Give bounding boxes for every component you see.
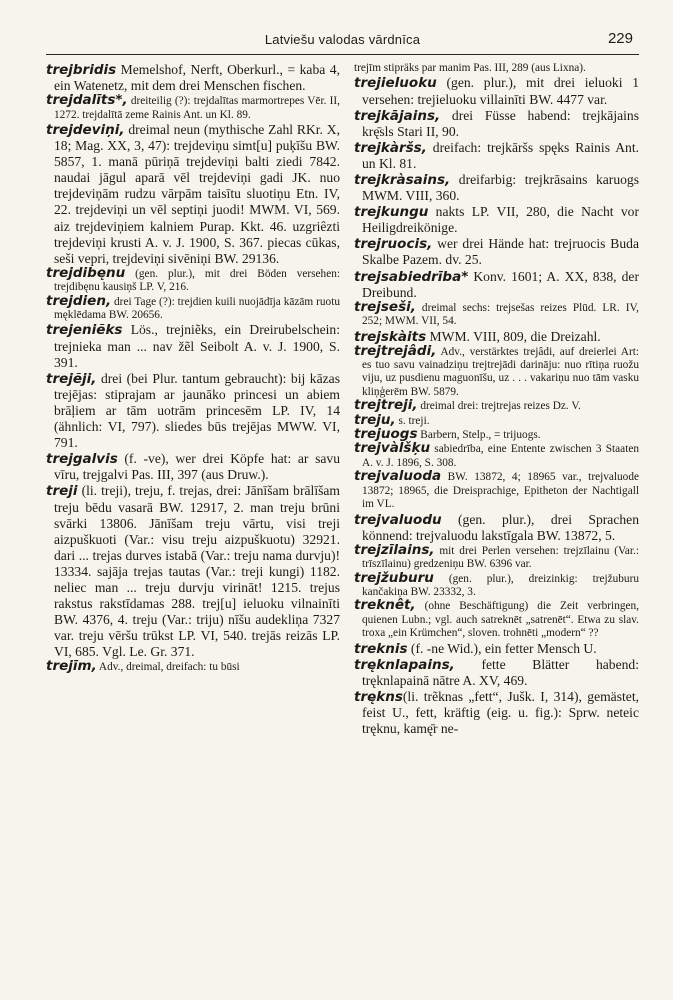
- dictionary-entry: [46, 483, 340, 660]
- entry-headword: trejkungu: [354, 204, 429, 221]
- entry-headword: trejtrejâdi,: [354, 342, 437, 359]
- entry-headword: treji: [46, 483, 78, 500]
- dictionary-entry: [354, 399, 639, 413]
- dictionary-entry: [354, 108, 639, 140]
- dictionary-entry: [354, 298, 639, 329]
- entry-text: (gen. plur.), mit drei ieluoki 1 versehen: trejieluoku villainīti BW. 4477 var.: [362, 75, 639, 107]
- dictionary-entry: [46, 264, 340, 295]
- left-column: [46, 62, 340, 990]
- dictionary-entry: [354, 541, 639, 572]
- dictionary-entry: [354, 75, 639, 107]
- entry-headword: tręknlapains,: [354, 656, 455, 673]
- dictionary-entry: [354, 140, 639, 172]
- entry-headword: trejkràsains,: [354, 171, 451, 188]
- entry-text: s. treji.: [395, 414, 430, 427]
- entry-text: BW. 13872, 4; 18965 var., trejvaluode 13872; 18965, die Dreisprachige, Epitheton der Nachtigall im VL.: [362, 471, 639, 511]
- entry-text: (li. trẽknas „fett“, Jušk. I, 314), gemästet, feist U., fett, kräftig (eig. u. fig.): Sprw. neteic tręknu, kamę̄r ne-: [362, 688, 639, 736]
- entry-headword: trejzīlains,: [354, 541, 435, 558]
- dictionary-entry: [46, 62, 340, 94]
- dictionary-entry: [46, 451, 340, 483]
- dictionary-entry: [354, 641, 639, 657]
- dictionary-entry: [354, 512, 639, 544]
- dictionary-entry: [354, 470, 639, 511]
- entry-text: drei Füsse habend: trejkājains krę̄sls Stari II, 90.: [362, 107, 639, 139]
- dictionary-entry: [354, 236, 639, 268]
- entry-text: (li. treji), treju, f. trejas, drei: Jānīšam brālīšam treju bēdu vasarā BW. 12917, 2. man treju brūni svārki 13806. Jānīšam treju vārtu, visi treji aizpuškuoti (Var.: visu treju aizpuškuotu) 32921. dari ... trejas durves istabā (Var.: treju nama durvju)! 13334. sajāja trejas tautas (Var.: treji kungi) 1182. neliec man ... treju durvju virināt! 1215. trejus rakstus rakstīdamas 288. trej[u] ieluoku vilnainīti BW. 4376, 4. treju (Var.: triju) nīšu audekliņa 7327 var. treju vēršu trūkst LP. VI, 540. trejās reizās LP. VI, 685. Vgl. Le. Gr. 371.: [54, 483, 340, 660]
- entry-text: fette Blätter habend: tręknlapainā nātre A. XV, 469.: [362, 656, 639, 688]
- entry-headword: trejruocis,: [354, 236, 433, 253]
- dictionary-entry: [354, 569, 639, 600]
- dictionary-entry: [46, 371, 340, 451]
- entry-headword: trejeniẽks: [46, 322, 123, 339]
- page-header: [46, 30, 639, 55]
- entry-text: drei (bei Plur. tantum gebraucht): bij kāzas trejējas: stiprajam ar jaunāko princesi un abiem brāļiem ar tām uotrām princesēm LP. IV, 14 (ähnlich: VI, 797). sliedes būs trejējas MWW. VI, 791.: [54, 370, 340, 451]
- entry-headword: trejkàršs,: [354, 139, 427, 156]
- entry-text: Konv. 1601; A. XX, 838, der Dreibund.: [362, 268, 639, 300]
- entry-headword: trejbridis: [46, 62, 117, 78]
- entry-text: drei Tage (?): trejdien kuili nuojādīja kāzām ruotu męklēdama BW. 20656.: [54, 295, 340, 322]
- entry-text: Memelshof, Nerft, Oberkurl., = kaba 4, ein Watenetz, mit dem drei Menschen fischen.: [54, 62, 340, 94]
- dictionary-entry: [354, 442, 639, 470]
- entry-text: dreifarbig: trejkrāsains karuogs MWM. VIII, 360.: [362, 171, 639, 204]
- entry-text: (gen. plur.), drei Sprachen könnend: trejvaluodu lakstīgala BW. 13872, 5.: [362, 511, 639, 543]
- entry-headword: trejvàlšķu: [354, 440, 431, 457]
- entry-text: (gen. plur.), mit drei Böden versehen: trejdibęnu kausiņš LP. V, 216.: [54, 267, 340, 294]
- entry-text: (f. -ne Wid.), ein fetter Mensch U.: [407, 640, 597, 656]
- entry-text: mit drei Perlen versehen: trejzīlainu (Var.: trīszīlainu) gredzeniņu BW. 6396 var.: [362, 544, 639, 571]
- entry-headword: trejkājains,: [354, 107, 441, 124]
- entry-headword: trejseši,: [354, 298, 416, 315]
- dictionary-entry: [46, 122, 340, 267]
- entry-text: (ohne Beschäftigung) die Zeit verbringen, quienen Lubn.; vgl. auch satreknēt „satrenēt“. Etwa zu slav. troxa „ein Krümchen“, sloven. trohnēti „modern“ ??: [362, 600, 639, 640]
- entry-headword: trejtreji,: [354, 397, 418, 414]
- entry-headword: trejžuburu: [354, 569, 434, 586]
- entry-text: nakts LP. VII, 280, die Nacht vor Heiligdreikönige.: [362, 204, 639, 236]
- entry-text: Barbern, Stelp., = trijuogs.: [417, 429, 541, 442]
- page-number: 229: [607, 30, 633, 47]
- entry-text: dreimal drei: trejtrejas reizes Dz. V.: [417, 400, 581, 413]
- entry-headword: trejdibęnu: [46, 264, 126, 281]
- entry-text: (gen. plur.), dreizinkig: trejžuburu kančakiņa BW. 23332, 3.: [362, 572, 639, 598]
- dictionary-entry: [354, 269, 639, 301]
- dictionary-entry: [354, 62, 639, 75]
- dictionary-entry: [46, 322, 340, 370]
- entry-headword: trejskàits: [354, 328, 427, 345]
- entry-text: dreimal neun (mythische Zahl RKr. X, 18; Mag. XX, 3, 47): trejdeviņu simt[u] puķīšu BW. 5857, 1. manā pūriņā trejdeviņi balti ziedi 7842. naudai jāgul aparā vēl trejdeviņi gadi JK. nuo trejdeviņām rudzu vārpām taisītu sluotiņu Etn. IV, 22. trejdeviņi un vēl septiņi juodi! MWM. VI, 569. aiz trejdeviņiem kalniem Purap. Kkt. 46. uzgriêzti trejdeviņi krusti A. v. J. 1900, S. 367. piecas cūkas, seši vepri, trejdeviņi sivēniņi BW. 29136.: [54, 122, 340, 266]
- entry-text: Adv., dreimal, dreifach: tu būsi: [96, 661, 240, 674]
- entry-text: Lös., trejniẽks, ein Dreirubelschein: trejnieka man ... nav žẽl Seibolt A. v. J. 1900, S. 391.: [54, 322, 340, 370]
- entry-text: sabiedrība, eine Entente zwischen 3 Staaten A. v. J. 1896, S. 308.: [362, 443, 639, 469]
- entry-headword: trejdeviņi,: [46, 122, 125, 138]
- entry-headword: trejīm,: [46, 658, 97, 675]
- dictionary-entry: [46, 660, 340, 674]
- entry-headword: trejẽji,: [46, 370, 97, 387]
- dictionary-entry: [354, 599, 639, 640]
- entry-headword: treknis: [354, 640, 408, 657]
- entry-text: dreifach: trejkāršs spęks Rainis Ant. un Kl. 81.: [362, 139, 639, 171]
- entry-text: trejīm stipräks par manim Pas. III, 289 (aus Lixna).: [354, 62, 586, 74]
- entry-headword: trejgalvis: [46, 451, 118, 468]
- dictionary-entry: [46, 292, 340, 323]
- entry-headword: trejsabiedrība*: [354, 268, 469, 285]
- running-title: Latviešu valodas vārdnīca: [264, 32, 421, 47]
- entry-text: dreimal sechs: trejsešas reizes Plūd. LR. IV, 252; MWM. VII, 54.: [362, 301, 639, 328]
- dictionary-entry: [354, 342, 639, 400]
- entry-headword: trejieluoku: [354, 75, 437, 92]
- entry-headword: trejuogs: [354, 426, 418, 443]
- entry-headword: treknêt,: [354, 597, 416, 614]
- entry-text: MWM. VIII, 809, die Dreizahl.: [426, 328, 601, 344]
- entry-headword: trejdien,: [46, 292, 112, 309]
- entry-headword: trejvaluodu: [354, 511, 442, 528]
- dictionary-entry: [354, 204, 639, 236]
- entry-headword: trękns: [354, 688, 403, 705]
- dictionary-entry: [354, 172, 639, 204]
- entry-headword: treju,: [354, 411, 396, 428]
- entry-text: wer drei Hände hat: trejruocis Buda Skalbe Pazem. dv. 25.: [362, 236, 639, 268]
- entry-text: (f. -ve), wer drei Köpfe hat: ar savu vīru, trejgalvi Pas. III, 397 (aus Druw.).: [54, 451, 340, 483]
- dictionary-entry: [46, 94, 340, 122]
- dictionary-entry: [354, 657, 639, 689]
- entry-headword: trejvaluoda: [354, 468, 442, 485]
- entry-text: dreiteilig (?): trejdalītas marmortrepes Vēr. II, 1272. trejdalītā zeme Rainis Ant. un Kl. 89.: [54, 95, 340, 121]
- right-column: [354, 62, 639, 990]
- dictionary-entry: [354, 689, 639, 737]
- entry-headword: trejdalīts*,: [46, 92, 128, 109]
- entry-text: Adv., verstärktes trejâdi, auf dreierlei Art: es tuo savu vainadziņu trejtrejādi darināju: nuo rītiņa ruožu viju, uz pusdienu maguonīšu, uz . . . vakariņu nuo tām vasku kliņģerēm BW. 5879.: [362, 345, 639, 398]
